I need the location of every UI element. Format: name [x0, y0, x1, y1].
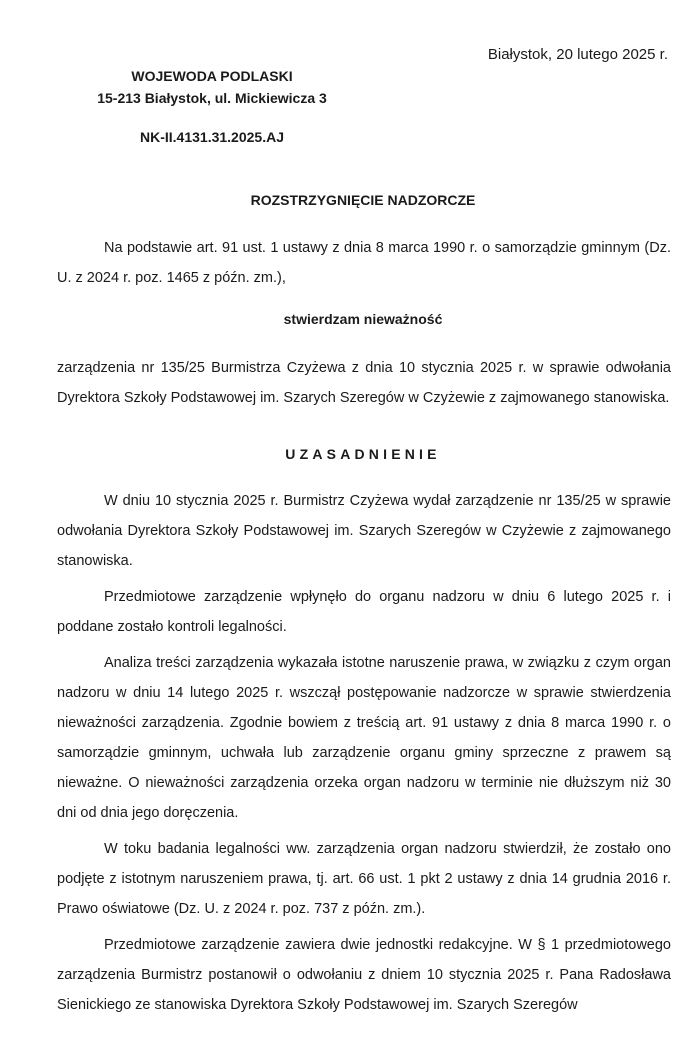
decision-subject — [57, 353, 671, 413]
justification-paragraph: W dniu 10 stycznia 2025 r. Burmistrz Czyżewa wydał zarządzenie nr 135/25 w sprawie odwołania Dyrektora Szkoły Podstawowej im. Szarych Szeregów w Czyżewie z zajmowanego stanowiska. — [57, 493, 671, 569]
justification-heading: UZASADNIENIE — [285, 446, 441, 462]
justification-paragraph: Analiza treści zarządzenia wykazała istotne naruszenie prawa, w związku z czym organ nadzoru w dniu 14 lutego 2025 r. wszczął postępowanie nadzorcze w sprawie stwierdzenia nieważności zarządzenia. Zgodnie bowiem z treścią art. 91 ustawy z dnia 8 marca 1990 r. o samorządzie gminnym, uchwała lub zarządzenie organu gminy sprzeczne z prawem są nieważne. O nieważności zarządzenia orzeka organ nadzoru w terminie nie dłuższym niż 30 dni od dnia jego doręczenia. — [57, 655, 671, 821]
document-title: ROZSTRZYGNIĘCIE NADZORCZE — [250, 192, 476, 208]
legal-basis-text: Na podstawie art. 91 ust. 1 ustawy z dnia 8 marca 1990 r. o samorządzie gminnym (Dz. U. z 2024 r. poz. 1465 z późn. zm.), — [57, 240, 671, 286]
justification-paragraph: W toku badania legalności ww. zarządzenia organ nadzoru stwierdził, że zostało ono podjęte z istotnym naruszeniem prawa, tj. art. 66 ust. 1 pkt 2 ustawy z dnia 14 grudnia 2016 r. Prawo oświatowe (Dz. U. z 2024 r. poz. 737 z późn. zm.). — [57, 841, 671, 917]
place-date: Białystok, 20 lutego 2025 r. — [487, 46, 668, 63]
decision-subject-text: zarządzenia nr 135/25 Burmistrza Czyżewa z dnia 10 stycznia 2025 r. w sprawie odwołania Dyrektora Szkoły Podstawowej im. Szarych Szeregów w Czyżewie z zajmowanego stanowiska. — [57, 360, 671, 406]
justification-body — [57, 486, 671, 1026]
justification-paragraph: Przedmiotowe zarządzenie zawiera dwie jednostki redakcyjne. W § 1 przedmiotowego zarządzenia Burmistrz postanowił o odwołaniu z dniem 10 stycznia 2025 r. Pana Radosława Sienickiego ze stanowiska Dyrektora Szkoły Podstawowej im. Szarych Szeregów — [57, 937, 671, 1013]
legal-basis — [57, 233, 671, 293]
sender-name: WOJEWODA PODLASKI — [131, 68, 293, 84]
justification-paragraph: Przedmiotowe zarządzenie wpłynęło do organu nadzoru w dniu 6 lutego 2025 r. i poddane zostało kontroli legalności. — [57, 589, 671, 635]
case-reference: NK-II.4131.31.2025.AJ — [140, 129, 284, 145]
sender-address: 15-213 Białystok, ul. Mickiewicza 3 — [97, 90, 327, 106]
decision-statement: stwierdzam nieważność — [283, 311, 443, 327]
